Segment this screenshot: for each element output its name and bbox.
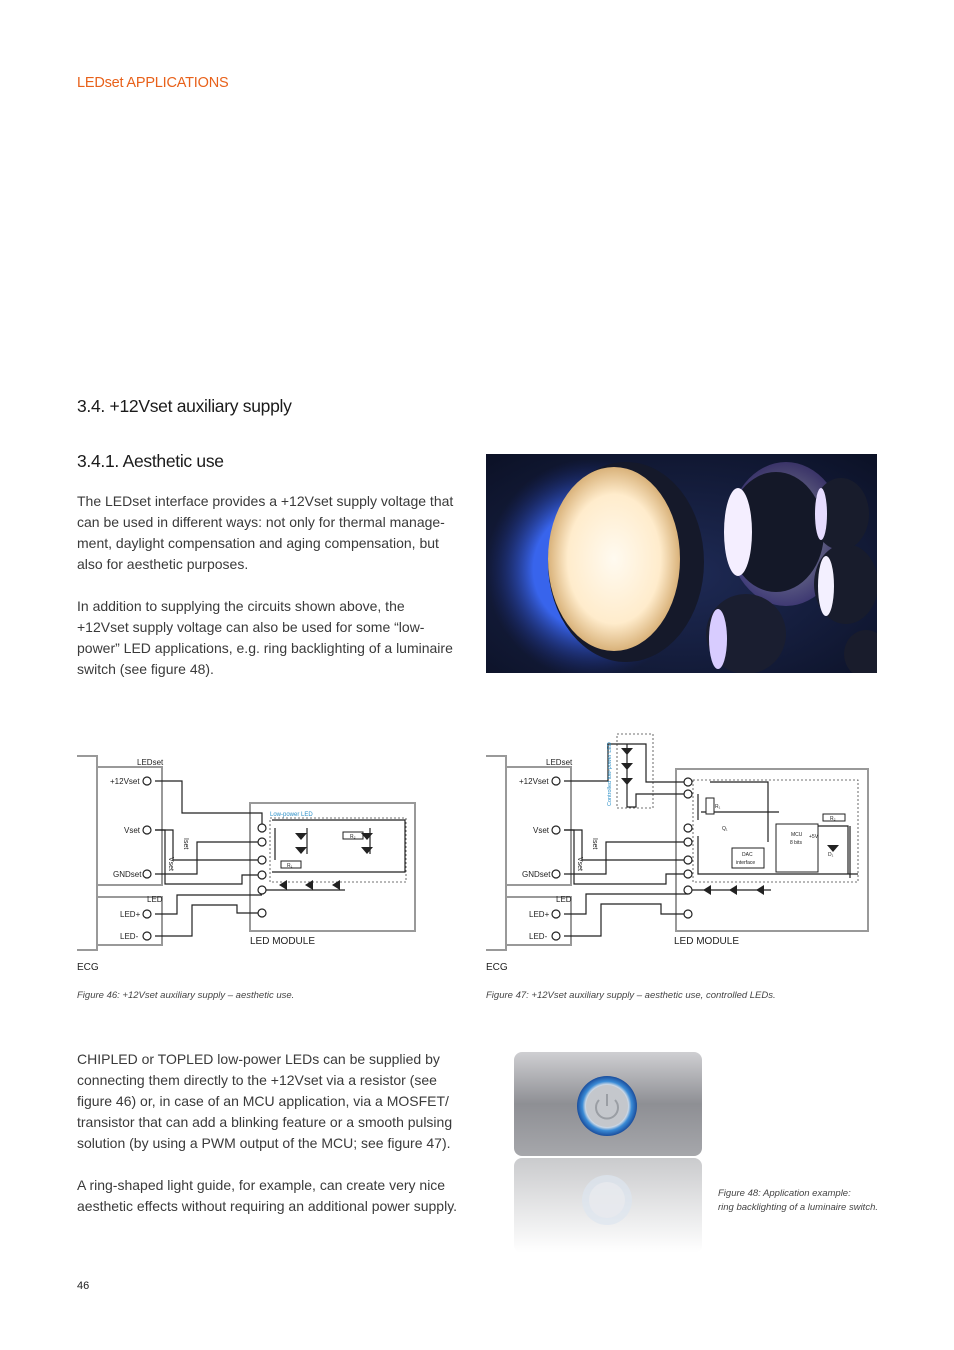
label-iset-vertical: Iset (182, 838, 189, 850)
text-line: A ring-shaped light guide, for example, can create very nice (77, 1177, 446, 1193)
text-line: also for aesthetic purposes. (77, 556, 249, 572)
label-vset-vertical: Vset (167, 857, 174, 872)
text-line: transistor that can add a blinking feature or a smooth pulsing (77, 1114, 453, 1130)
text-line: solution (by using a PWM output of the MCU; see figure 47). (77, 1135, 451, 1151)
label-5v: +5V (809, 834, 819, 840)
label-12vset: +12Vset (110, 777, 140, 786)
label-led-minus: LED- (529, 932, 548, 941)
page-number: 46 (77, 1280, 90, 1292)
label-mcu: MCU (791, 832, 803, 838)
label-ledset: LEDset (546, 758, 573, 767)
figure-47-caption: Figure 47: +12Vset auxiliary supply – aesthetic use, controlled LEDs. (486, 990, 776, 1001)
label-ecg: ECG (486, 962, 508, 973)
luminaire-photo (486, 454, 877, 673)
label-r2: R₂ (350, 834, 356, 840)
label-led: LED (147, 895, 163, 904)
label-led-plus: LED+ (120, 910, 141, 919)
label-vset: Vset (124, 826, 141, 835)
label-d1: D₁ (828, 852, 834, 858)
label-low-power-led: Low-power LED (270, 812, 313, 818)
text-line: switch (see figure 48). (77, 661, 214, 677)
label-r2: R₂ (830, 816, 836, 822)
text-line: can be used in different ways: not only for thermal manage- (77, 514, 445, 530)
text-line: power” LED applications, e.g. ring backlighting of a luminaire (77, 640, 453, 656)
circuit-diagram-fig47 (486, 732, 871, 980)
label-8bits: 8 bits (790, 840, 802, 846)
label-interface: interface (736, 860, 756, 866)
label-vset-vertical: Vset (576, 857, 583, 872)
label-led-minus: LED- (120, 932, 139, 941)
switch-photo (508, 1050, 706, 1255)
label-led-module: LED MODULE (674, 936, 740, 947)
circuit-diagram-fig46 (77, 750, 422, 980)
text-line: +12Vset supply voltage can also be used for some “low- (77, 619, 425, 635)
text-line: The LEDset interface provides a +12Vset supply voltage that (77, 493, 454, 509)
paragraph-ring-light-guide (77, 1175, 477, 1217)
label-ecg: ECG (77, 962, 99, 973)
caption-line: ring backlighting of a luminaire switch. (718, 1202, 878, 1213)
subsection-heading: 3.4.1. Aesthetic use (77, 451, 224, 471)
figure-48-caption (718, 1187, 878, 1215)
label-gndset: GNDset (522, 870, 551, 879)
label-r1: R₁ (715, 804, 721, 810)
label-led-module: LED MODULE (250, 936, 316, 947)
label-12vset: +12Vset (519, 777, 549, 786)
label-q1: Q₁ (722, 826, 728, 832)
label-vset: Vset (533, 826, 550, 835)
label-iset-vertical: Iset (591, 838, 598, 850)
text-line: CHIPLED or TOPLED low-power LEDs can be supplied by (77, 1051, 440, 1067)
label-gndset: GNDset (113, 870, 142, 879)
label-controlled-led: Controlled low-power LED (607, 742, 613, 806)
paragraph-intro (77, 491, 472, 575)
text-line: aesthetic effects without requiring an additional power supply. (77, 1198, 458, 1214)
label-led-plus: LED+ (529, 910, 550, 919)
paragraph-low-power (77, 596, 472, 680)
text-line: connecting them directly to the +12Vset via a resistor (see (77, 1072, 437, 1088)
label-led: LED (556, 895, 572, 904)
text-line: figure 46) or, in case of an MCU application, via a MOSFET/ (77, 1093, 449, 1109)
section-heading: 3.4. +12Vset auxiliary supply (77, 396, 292, 416)
text-line: ment, daylight compensation and aging compensation, but (77, 535, 439, 551)
label-dac: DAC (742, 852, 753, 858)
label-ledset: LEDset (137, 758, 164, 767)
label-r1: R₁ (287, 863, 293, 869)
text-line: In addition to supplying the circuits shown above, the (77, 598, 405, 614)
paragraph-chipled (77, 1049, 477, 1154)
section-label: LEDset APPLICATIONS (77, 75, 229, 91)
caption-line: Figure 48: Application example: (718, 1188, 851, 1199)
figure-46-caption: Figure 46: +12Vset auxiliary supply – aesthetic use. (77, 990, 295, 1001)
